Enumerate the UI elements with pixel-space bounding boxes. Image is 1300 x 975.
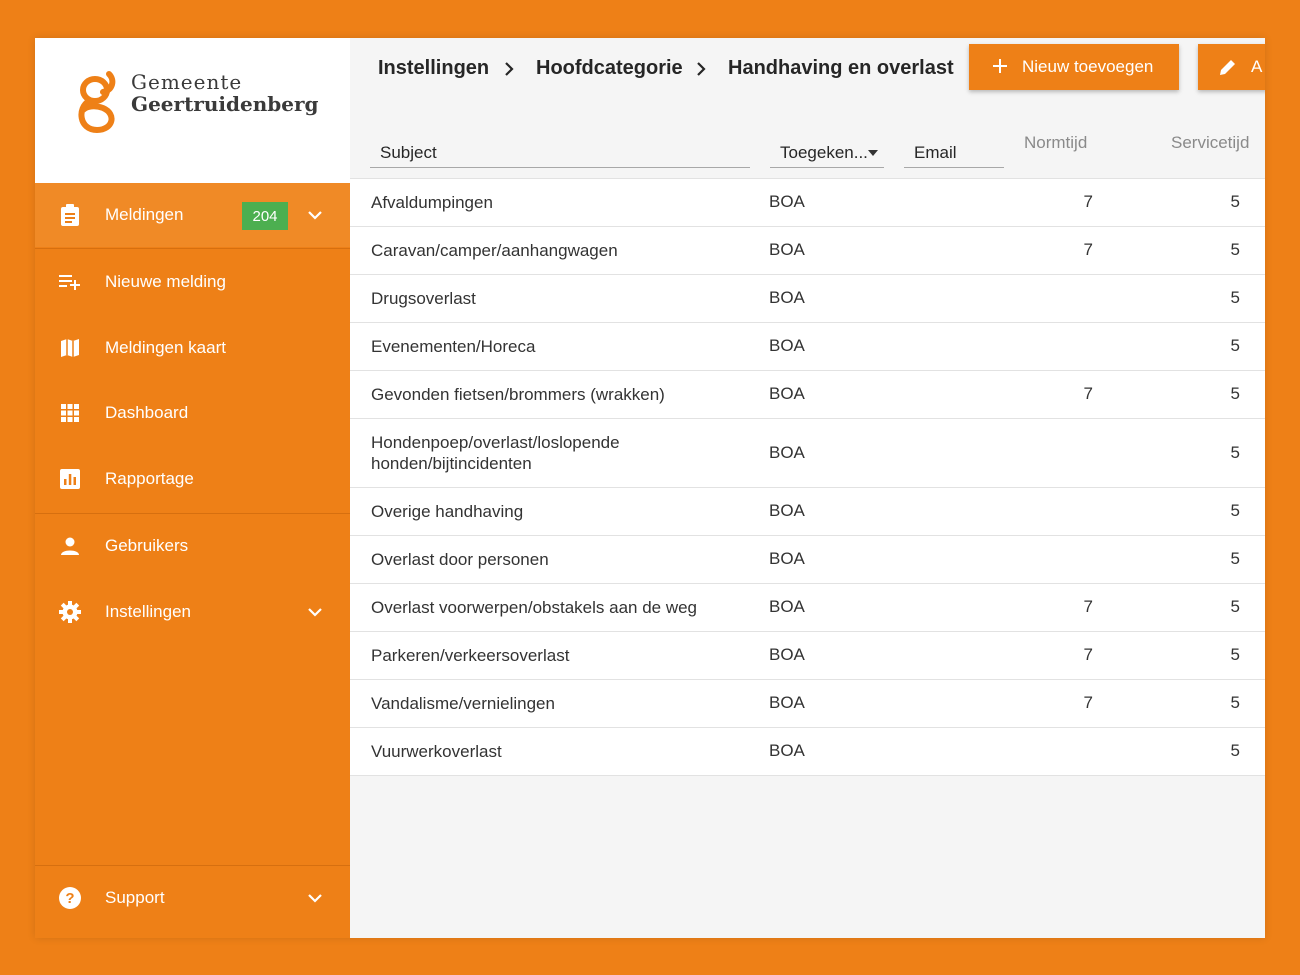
table-row[interactable] xyxy=(350,275,1265,323)
cell-servicetijd: 5 xyxy=(1230,501,1240,520)
subject-filter[interactable] xyxy=(370,140,750,168)
logo-line2: Geertruidenberg xyxy=(131,92,319,116)
table-row[interactable] xyxy=(350,584,1265,632)
cell-assigned: BOA xyxy=(769,549,805,568)
cell-servicetijd: 5 xyxy=(1230,443,1240,462)
logo-text xyxy=(131,71,318,115)
cell-assigned: BOA xyxy=(769,693,805,712)
cell-servicetijd: 5 xyxy=(1230,384,1240,403)
cell-servicetijd: 5 xyxy=(1230,288,1240,307)
cell-servicetijd: 5 xyxy=(1230,645,1240,664)
sidebar-item-meldingen-kaart[interactable] xyxy=(35,316,350,380)
sidebar-item-meldingen[interactable] xyxy=(35,183,350,247)
table-row[interactable] xyxy=(350,371,1265,419)
cell-assigned: BOA xyxy=(769,443,805,462)
cell-subject: Overlast voorwerpen/obstakels aan de weg xyxy=(371,598,698,617)
cell-normtijd: 7 xyxy=(1083,240,1093,259)
table-row[interactable] xyxy=(350,680,1265,728)
chevron-down-icon[interactable] xyxy=(305,205,325,225)
chart-icon xyxy=(59,468,81,490)
g-logo-icon xyxy=(75,70,121,136)
sidebar-item-label: Support xyxy=(105,888,165,907)
map-icon xyxy=(59,337,81,359)
cell-subject: Gevonden fietsen/brommers (wrakken) xyxy=(371,385,665,404)
cell-subject: Afvaldumpingen xyxy=(371,193,493,212)
add-new-button[interactable] xyxy=(969,44,1179,90)
breadcrumb-hoofdcategorie[interactable]: Hoofdcategorie xyxy=(536,57,683,79)
cell-subject: Overige handhaving xyxy=(371,502,524,521)
cell-assigned: BOA xyxy=(769,384,805,403)
table-header xyxy=(350,106,1265,179)
cell-servicetijd: 5 xyxy=(1230,741,1240,760)
table-row[interactable] xyxy=(350,179,1265,227)
cell-servicetijd: 5 xyxy=(1230,336,1240,355)
email-filter[interactable] xyxy=(904,140,1004,168)
count-badge: 204 xyxy=(242,202,288,230)
divider xyxy=(35,248,350,249)
cell-assigned: BOA xyxy=(769,192,805,211)
cell-assigned: BOA xyxy=(769,741,805,760)
chevron-right-icon xyxy=(502,60,516,78)
cell-subject: Vandalisme/vernielingen xyxy=(371,694,555,713)
cell-subject: Overlast door personen xyxy=(371,550,549,569)
cell-normtijd: 7 xyxy=(1083,597,1093,616)
logo-line1: Gemeente xyxy=(131,70,243,94)
person-icon xyxy=(59,535,81,557)
table-row[interactable] xyxy=(350,536,1265,584)
chevron-down-icon[interactable] xyxy=(305,888,325,908)
cell-assigned: BOA xyxy=(769,288,805,307)
cell-assigned: BOA xyxy=(769,597,805,616)
cell-subject: Parkeren/verkeersoverlast xyxy=(371,646,570,665)
table-row[interactable] xyxy=(350,728,1265,776)
edit-button[interactable] xyxy=(1198,44,1265,90)
cell-servicetijd: 5 xyxy=(1230,192,1240,211)
plus-icon xyxy=(991,57,1009,75)
sidebar-item-label: Meldingen xyxy=(105,205,184,224)
clipboard-icon xyxy=(59,204,81,226)
sidebar-item-label: Rapportage xyxy=(105,469,194,488)
gear-icon xyxy=(59,601,81,623)
cell-normtijd: 7 xyxy=(1083,192,1093,211)
assigned-filter-dropdown[interactable] xyxy=(770,140,884,168)
table-row[interactable] xyxy=(350,632,1265,680)
pencil-icon xyxy=(1218,57,1238,77)
column-header-servicetijd[interactable]: Servicetijd xyxy=(1171,133,1250,152)
cell-normtijd: 7 xyxy=(1083,645,1093,664)
main-content xyxy=(350,38,1265,938)
playlist-add-icon xyxy=(59,271,81,293)
table-row[interactable] xyxy=(350,323,1265,371)
help-icon xyxy=(59,887,81,909)
sidebar-item-label: Gebruikers xyxy=(105,536,189,555)
cell-servicetijd: 5 xyxy=(1230,240,1240,259)
cell-assigned: BOA xyxy=(769,336,805,355)
table-row[interactable] xyxy=(350,419,1265,488)
sidebar-item-label: Dashboard xyxy=(105,403,189,422)
table-row[interactable] xyxy=(350,227,1265,275)
column-header-subject: Subject xyxy=(380,143,437,162)
chevron-down-icon[interactable] xyxy=(305,602,325,622)
cell-subject: Evenementen/Horeca xyxy=(371,337,536,356)
breadcrumb-current: Handhaving en overlast xyxy=(728,57,954,79)
chevron-right-icon xyxy=(694,60,708,78)
app-window xyxy=(35,38,1265,938)
sidebar-item-label: Meldingen kaart xyxy=(105,338,226,357)
cell-subject: Caravan/camper/aanhangwagen xyxy=(371,241,618,260)
cell-subject: Vuurwerkoverlast xyxy=(371,742,502,761)
cell-servicetijd: 5 xyxy=(1230,549,1240,568)
column-header-normtijd[interactable]: Normtijd xyxy=(1024,133,1088,152)
cell-assigned: BOA xyxy=(769,240,805,259)
table-row[interactable] xyxy=(350,488,1265,536)
dropdown-arrow-icon xyxy=(868,150,878,156)
cell-assigned: BOA xyxy=(769,645,805,664)
sidebar-item-support[interactable] xyxy=(35,866,350,930)
add-new-label: Nieuw toevoegen xyxy=(1022,57,1154,76)
grid-icon xyxy=(59,402,81,424)
logo-area[interactable] xyxy=(35,38,350,183)
sidebar-item-dashboard[interactable] xyxy=(35,381,350,445)
svg-text:?: ? xyxy=(65,890,75,907)
sidebar-item-rapportage[interactable] xyxy=(35,447,350,511)
column-header-assigned: Toegeken... xyxy=(780,143,868,162)
sidebar-item-instellingen[interactable] xyxy=(35,580,350,644)
cell-servicetijd: 5 xyxy=(1230,597,1240,616)
cell-servicetijd: 5 xyxy=(1230,693,1240,712)
column-header-email: Email xyxy=(914,143,957,162)
sidebar-item-gebruikers[interactable] xyxy=(35,514,350,578)
table-body xyxy=(350,179,1265,776)
cell-subject: Drugsoverlast xyxy=(371,289,476,308)
breadcrumb-instellingen[interactable]: Instellingen xyxy=(378,57,490,79)
cell-normtijd: 7 xyxy=(1083,384,1093,403)
cell-normtijd: 7 xyxy=(1083,693,1093,712)
sidebar xyxy=(35,38,350,938)
edit-label: A xyxy=(1251,57,1263,76)
sidebar-item-label: Instellingen xyxy=(105,602,192,621)
sidebar-item-label: Nieuwe melding xyxy=(105,272,226,291)
cell-subject: Hondenpoep/overlast/loslopende honden/bijtincidenten xyxy=(371,433,620,473)
top-bar xyxy=(350,38,1265,106)
cell-assigned: BOA xyxy=(769,501,805,520)
sidebar-item-nieuwe-melding[interactable] xyxy=(35,250,350,314)
